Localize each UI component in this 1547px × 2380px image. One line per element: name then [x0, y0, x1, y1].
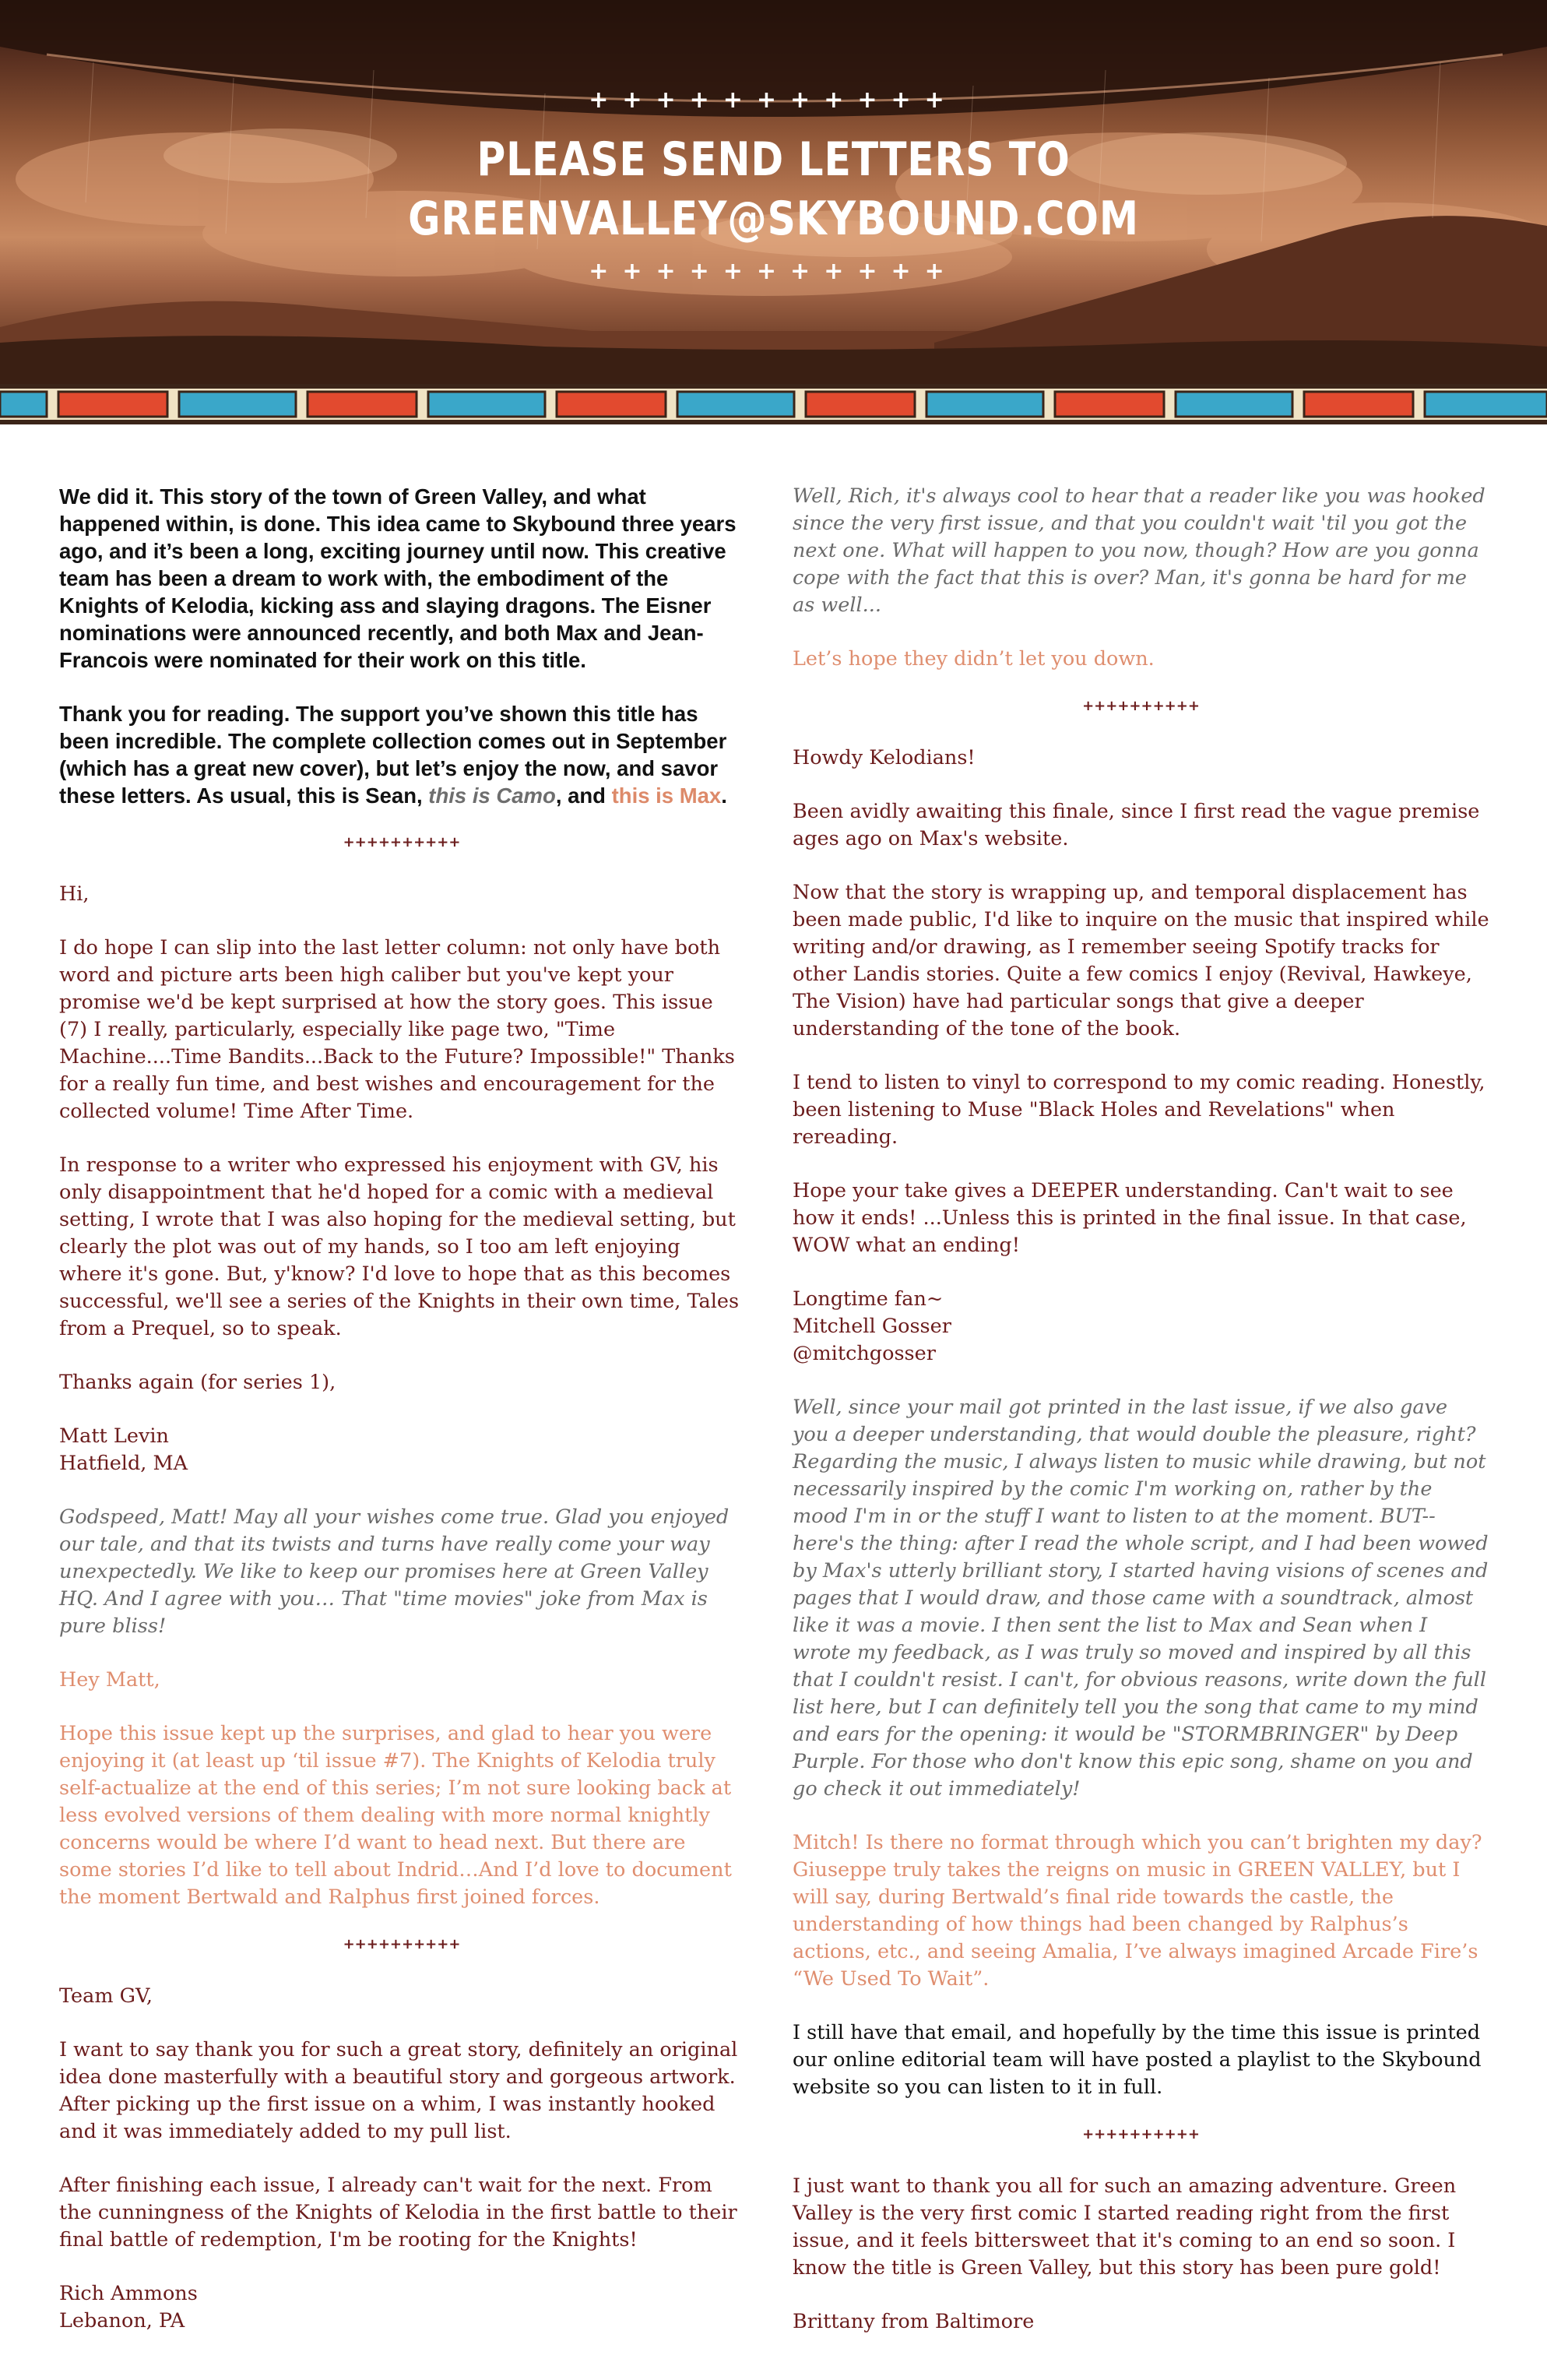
- letter2-signature: [59, 2280, 744, 2335]
- max-reply-1: Hope this issue kept up the surprises, and glad to hear you were enjoying it (at least up ‘til issue #7). The Knights of Kelodia truly self-actualize at the end of this series; I’m not sure looking back at less evolved versions of them dealing with more normal knightly concerns would be where I’d want to head next. But there are some stories I’d like to tell about Indrid…And I’d love to document the moment Bertwald and Ralphus first joined forces.: [59, 1722, 732, 1909]
- letter3-greeting: Howdy Kelodians!: [793, 746, 976, 769]
- letter1-paragraph-3: Thanks again (for series 1),: [59, 1371, 336, 1394]
- camo-reply-2: Well, Rich, it's always cool to hear that a reader like you was hooked since the very first issue, and that you couldn't wait 'til you got the next one. What will happen to you now, though? How are you gonna cope with the fact that this is over? Man, it's gonna be hard for me as well...: [793, 484, 1485, 617]
- intro-connector: , and: [555, 783, 606, 808]
- section-divider: ++++++++++: [343, 1936, 461, 1952]
- intro-paragraph-2: [59, 700, 744, 809]
- left-column: [59, 483, 744, 2361]
- decorative-border-stripe: [0, 384, 1547, 424]
- letter4-signature: Brittany from Baltimore: [793, 2310, 1035, 2333]
- max-legend: this is Max: [611, 783, 722, 808]
- max-reply-3: Mitch! Is there no format through which you can’t brighten my day? Giuseppe truly takes the reigns on music in GREEN VALLEY, but I will say, during Bertwald’s final ride towards the castle, the understanding of how things had been changed by Ralphus’s actions, etc., and seeing Amalia, I’ve always imagined Arcade Fire’s “We Used To Wait”.: [793, 1831, 1482, 1991]
- banner-plus-row-bottom: +++++++++++: [589, 258, 958, 285]
- letter3-signature: [793, 1286, 1489, 1368]
- signature-line: Longtime fan~: [793, 1287, 944, 1311]
- letter3-paragraph-4: Hope your take gives a DEEPER understanding. Can't wait to see how it ends! ...Unless this is printed in the final issue. In that case, WOW what an ending!: [793, 1179, 1467, 1257]
- max-reply-1-greeting: Hey Matt,: [59, 1668, 160, 1692]
- sean-reply-3: I still have that email, and hopefully by the time this issue is printed our online editorial team will have posted a playlist to the Skybound website so you can listen to it in full.: [793, 2021, 1482, 2099]
- letter2-greeting: Team GV,: [59, 1984, 153, 2008]
- banner-plus-row-top: +++++++++++: [589, 86, 958, 114]
- letter2-paragraph-1: I want to say thank you for such a great story, definitely an original idea done masterfully with a beautiful story and gorgeous artwork. After picking up the first issue on a whim, I was instantly hooked and it was immediately added to my pull list.: [59, 2038, 738, 2143]
- letter1-paragraph-2: In response to a writer who expressed his enjoyment with GV, his only disappointment that he'd hoped for a comic with a medieval setting, I wrote that I was also hoping for the medieval setting, but clearly the plot was out of my hands, so I too am left enjoying where it's gone. But, y'know? I'd love to hope that as this becomes successful, we'll see a series of the Knights in their own time, Tales from a Prequel, so to speak.: [59, 1153, 740, 1340]
- camo-reply-1: Godspeed, Matt! May all your wishes come true. Glad you enjoyed our tale, and that its twists and turns have really come your way unexpectedly. We like to keep our promises here at Green Valley HQ. And I agree with you… That "time movies" joke from Max is pure bliss!: [59, 1505, 730, 1638]
- header-banner: [0, 0, 1547, 424]
- banner-text-block: [0, 82, 1547, 290]
- letter3-paragraph-3: I tend to listen to vinyl to correspond to my comic reading. Honestly, been listening to Muse "Black Holes and Revelations" when rereading.: [793, 1071, 1485, 1149]
- banner-title-line1: PLEASE SEND LETTERS TO: [476, 132, 1071, 187]
- letter1-greeting: Hi,: [59, 882, 90, 906]
- signature-place: Hatfield, MA: [59, 1452, 188, 1475]
- letter1-paragraph-1: I do hope I can slip into the last letter column: not only have both word and picture arts been high caliber but you've kept your promise we'd be kept surprised at how the story goes. This issue (7) I really, particularly, especially like page two, "Time Machine....Time Bandits...Back to the Future? Impossible!" Thanks for a really fun time, and best wishes and encouragement for the collected volume! Time After Time.: [59, 936, 735, 1123]
- banner-email[interactable]: GREENVALLEY@SKYBOUND.COM: [408, 192, 1139, 246]
- intro-period: .: [721, 783, 727, 808]
- banner-title: [124, 130, 1423, 248]
- intro-paragraph-1: We did it. This story of the town of Green Valley, and what happened within, is done. This idea came to Skybound three years ago, and it’s been a long, exciting journey until now. This creative team has been a dream to work with, the embodiment of the Knights of Kelodia, kicking ass and slaying dragons. The Eisner nominations were announced recently, and both Max and Jean-Francois were nominated for their work on this title.: [59, 484, 737, 672]
- letter3-paragraph-2: Now that the story is wrapping up, and temporal displacement has been made public, I'd like to inquire on the music that inspired while writing and/or drawing, as I remember seeing Spotify tracks for other Landis stories. Quite a few comics I enjoy (Revival, Hawkeye, The Vision) have had particular songs that give a deeper understanding of the tone of the book.: [793, 881, 1489, 1040]
- letter3-paragraph-1: Been avidly awaiting this finale, since I first read the vague premise ages ago on Max's website.: [793, 800, 1480, 850]
- max-reply-2: Let’s hope they didn’t let you down.: [793, 647, 1155, 671]
- letter1-signature: [59, 1423, 744, 1477]
- signature-place: Lebanon, PA: [59, 2309, 185, 2332]
- section-divider: ++++++++++: [1082, 2126, 1200, 2142]
- signature-name: Rich Ammons: [59, 2282, 198, 2305]
- letter4-paragraph-1: I just want to thank you all for such an amazing adventure. Green Valley is the very first comic I started reading right from the first issue, and it feels bittersweet that it's coming to an end so soon. I know the title is Green Valley, but this story has been pure gold!: [793, 2174, 1457, 2280]
- letter2-paragraph-2: After finishing each issue, I already can't wait for the next. From the cunningness of the Knights of Kelodia in the first battle to their final battle of redemption, I'm be rooting for the Knights!: [59, 2174, 737, 2251]
- section-divider: ++++++++++: [1082, 698, 1200, 714]
- intro-text: Thank you for reading. The support you’ve shown this title has been incredible. The complete collection comes out in September (which has a great new cover), but let’s enjoy the now, and savor these letters. As usual, this is Sean,: [59, 702, 727, 808]
- section-divider: ++++++++++: [343, 834, 461, 850]
- signature-handle: @mitchgosser: [793, 1342, 936, 1365]
- camo-reply-3: Well, since your mail got printed in the last issue, if we also gave you a deeper understanding, that would double the pleasure, right? Regarding the music, I always listen to music while drawing, but not necessarily inspired by the comic I'm working on, rather by the mood I'm in or the stuff I want to listen to at the moment. BUT--here's the thing: after I read the whole script, and I had been wowed by Max's utterly brilliant story, I started having visions of scenes and pages that I would draw, and those came with a soundtrack, almost like it was a movie. I then sent the list to Max and Sean when I wrote my feedback, as I was truly so moved and inspired by all this that I couldn't resist. I can't, for obvious reasons, write down the full list here, but I can definitely tell you the song that came to my mind and ears for the opening: it would be "STORMBRINGER" by Deep Purple. For those who don't know this epic song, shame on you and go check it out immediately!: [793, 1396, 1489, 1801]
- camo-legend: this is Camo: [428, 783, 556, 808]
- right-column: [793, 483, 1489, 2362]
- signature-name: Matt Levin: [59, 1424, 169, 1448]
- signature-name: Mitchell Gosser: [793, 1315, 951, 1338]
